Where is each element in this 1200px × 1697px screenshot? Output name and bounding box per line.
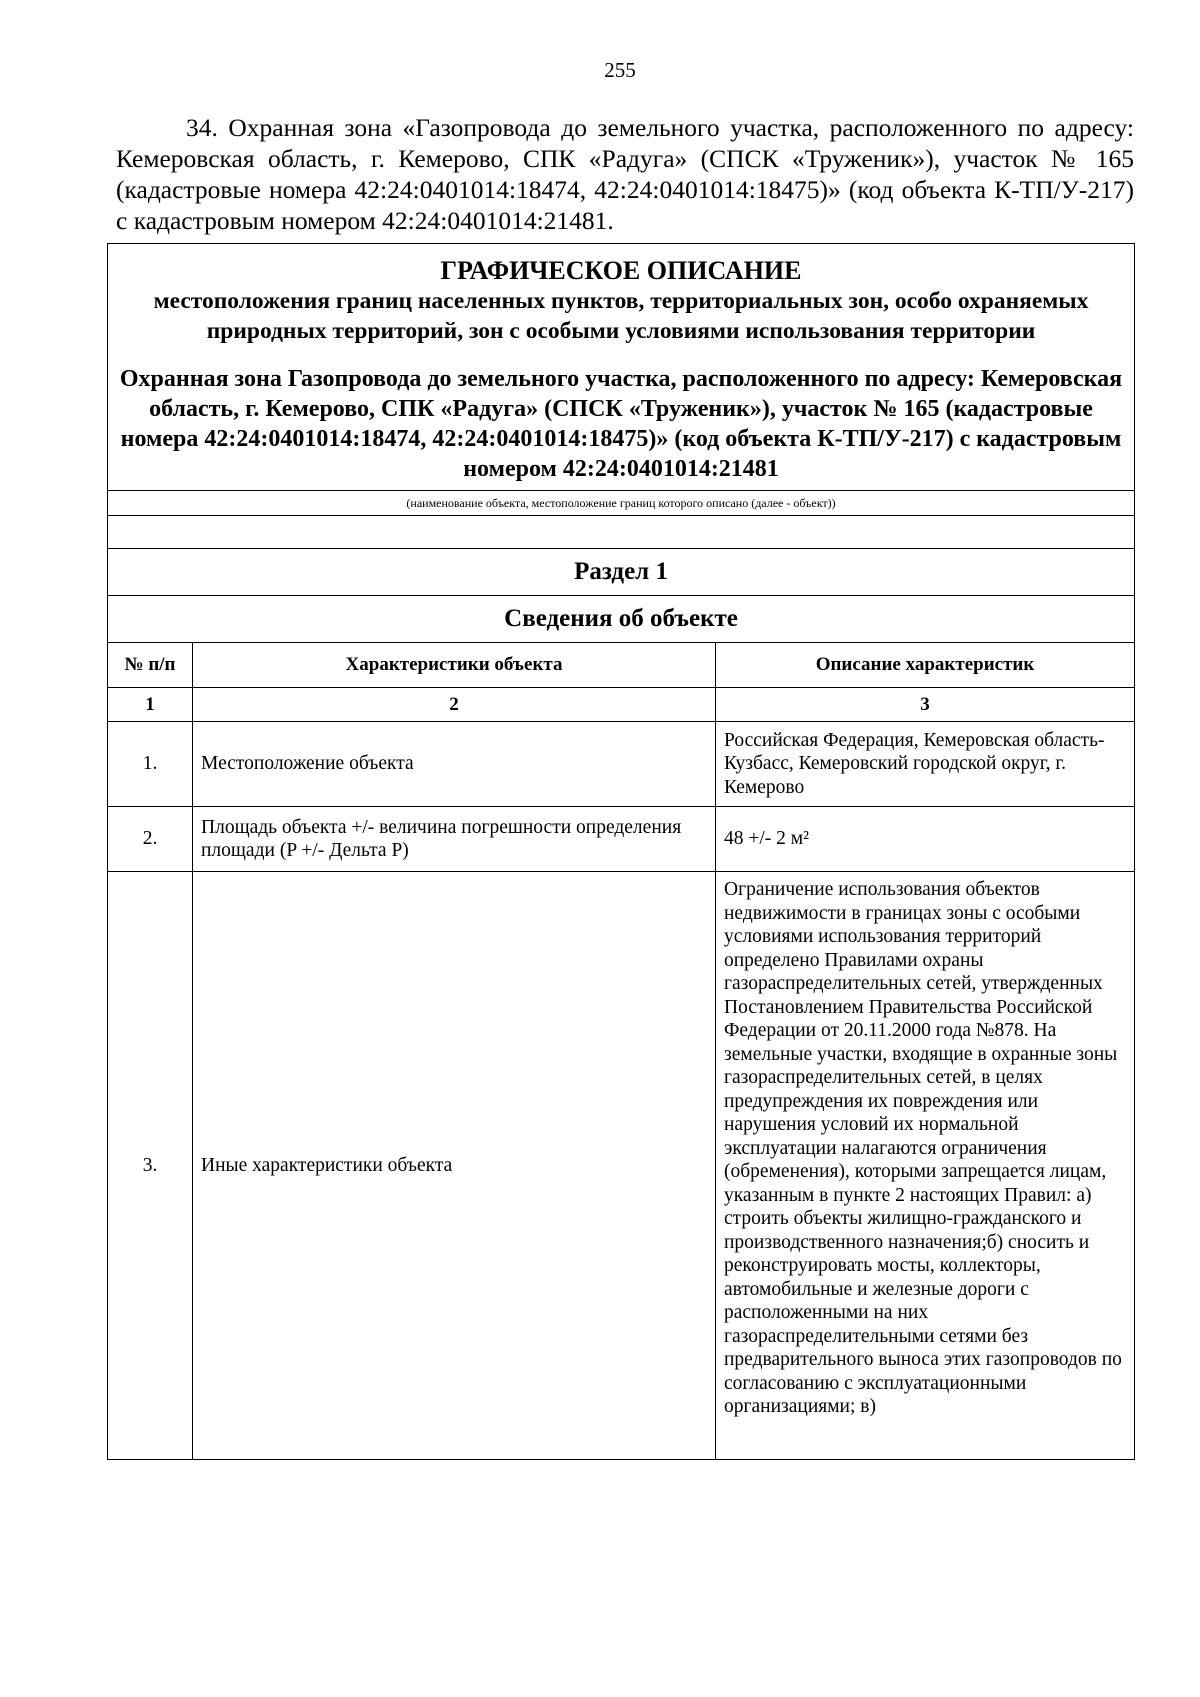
row-number: 1. (108, 722, 193, 807)
intro-paragraph: 34. Охранная зона «Газопровода до земельного участка, расположенного по адресу: Кемеровская область, г. Кемерово, СПК «Радуга» (СПСК «Труженик»), участок № 165 (кадастровые номера 42:24:0401014:18474, 42:24:0401014:18475)» (код объекта К-ТП/У-217) с кадастровым номером 42:24:0401014:21481. (116, 113, 1134, 235)
column-header: Характеристики объекта (193, 643, 716, 688)
column-header: № п/п (108, 643, 193, 688)
column-number-row (108, 688, 1135, 722)
column-number: 2 (193, 688, 716, 722)
document-header (108, 244, 1135, 491)
characteristic-cell: Иные характеристики объекта (193, 872, 716, 1460)
description-text: Ограничение использования объектов недвижимости в границах зоны с особыми условиями использования территорий определено Правилами охраны газораспределительных сетей, утвержденных Постановлением Правительства Российской Федерации от 20.11.2000 года №878. На земельные участки, входящие в охранные зоны газораспределительных сетей, в целях предупреждения их повреждения или нарушения условий их нормальной эксплуатации налагаются ограничения (обременения), которыми запрещается лицам, указанным в пункте 2 настоящих Правил: а) строить объекты жилищно-гражданского и производственного назначения;б) сносить и реконструировать мосты, коллекторы, автомобильные и железные дороги с расположенными на них газораспределительными сетями без предварительного выноса этих газопроводов по согласованию с эксплуатационными организациями; в) (724, 879, 1122, 1417)
table-header-row (108, 643, 1135, 688)
document-title: ГРАФИЧЕСКОЕ ОПИСАНИЕ (440, 256, 802, 285)
description-cell: Российская Федерация, Кемеровская область-Кузбасс, Кемеровский городской округ, г. Кемерово (716, 722, 1135, 807)
column-header: Описание характеристик (716, 643, 1135, 688)
table-row (108, 872, 1135, 1460)
section-subtitle: Сведения об объекте (108, 596, 1135, 643)
table-row (108, 807, 1135, 872)
row-number: 2. (108, 807, 193, 872)
table-row (108, 722, 1135, 807)
graphic-description-table (107, 243, 1135, 1460)
page-number: 255 (604, 58, 636, 82)
column-number: 3 (716, 688, 1135, 722)
spacer-row (108, 516, 1135, 549)
description-cell (716, 872, 1135, 1460)
column-number: 1 (108, 688, 193, 722)
description-cell: 48 +/- 2 м² (716, 807, 1135, 872)
characteristic-cell: Площадь объекта +/- величина погрешности определения площади (P +/- Дельта P) (193, 807, 716, 872)
section-title: Раздел 1 (108, 549, 1135, 596)
document-subtitle: местоположения границ населенных пунктов, территориальных зон, особо охраняемых природных территорий, зон с особыми условиями использования территории (153, 288, 1089, 344)
characteristic-cell: Местоположение объекта (193, 722, 716, 807)
object-name-caption: (наименование объекта, местоположение границ которого описано (далее - объект)) (108, 491, 1135, 516)
row-number: 3. (108, 872, 193, 1460)
object-name: Охранная зона Газопровода до земельного участка, расположенного по адресу: Кемеровская область, г. Кемерово, СПК «Радуга» (СПСК «Труженик»), участок № 165 (кадастровые номера 42:24:0401014:18474, 42:24:0401014:18475)» (код объекта К-ТП/У-217) с кадастровым номером 42:24:0401014:21481 (119, 366, 1123, 482)
